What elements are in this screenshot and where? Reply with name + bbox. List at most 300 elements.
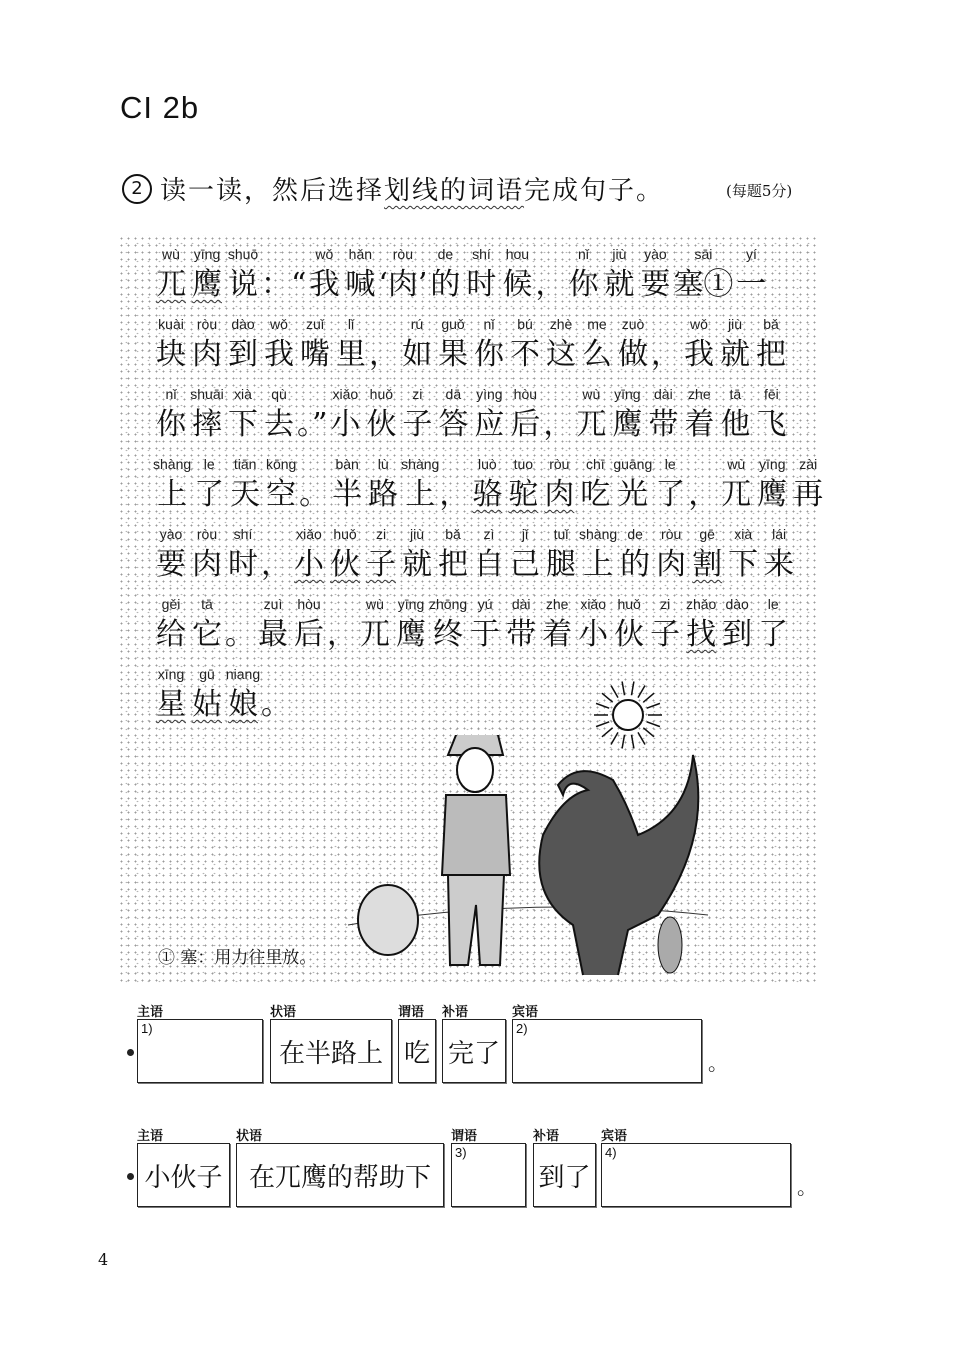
pinyin: tuo <box>513 456 534 472</box>
character <box>291 595 327 657</box>
character <box>637 245 673 307</box>
pinyin: gē <box>699 526 715 542</box>
pinyin <box>297 385 327 403</box>
hanzi: 星 <box>156 687 186 722</box>
character <box>790 455 826 517</box>
character <box>471 385 507 447</box>
underlined-character <box>291 525 327 587</box>
given-phrase-box: 吃 <box>398 1019 436 1083</box>
pinyin: tuǐ <box>553 526 569 542</box>
character <box>539 595 575 657</box>
passage-line <box>153 245 769 307</box>
character <box>225 245 261 307</box>
pinyin: nǐ <box>165 386 177 402</box>
character <box>613 455 652 517</box>
hanzi: 上 <box>583 547 614 582</box>
hanzi: 喊 <box>345 267 376 302</box>
hanzi: 后 <box>294 617 324 652</box>
character <box>306 245 342 307</box>
character <box>401 455 439 517</box>
character <box>647 595 683 657</box>
pinyin: yú <box>477 596 493 612</box>
hanzi: 嘴 <box>300 337 330 372</box>
hanzi: 终 <box>433 617 464 652</box>
hanzi: 如 <box>402 337 432 372</box>
character <box>153 525 189 587</box>
character <box>435 525 471 587</box>
instruction-text-end: 完成句子。 <box>524 176 665 206</box>
hanzi: ， <box>651 337 681 372</box>
hanzi: 腿 <box>546 547 576 582</box>
underlined-character <box>189 245 225 307</box>
pinyin: zhǎo <box>685 596 717 612</box>
answer-box[interactable] <box>512 1019 702 1083</box>
character <box>753 385 789 447</box>
character <box>543 385 573 447</box>
pinyin: xià <box>734 526 753 542</box>
hanzi: 空 <box>266 477 297 512</box>
hanzi: 里 <box>336 337 366 372</box>
character <box>327 385 363 447</box>
hanzi: 带 <box>506 617 537 652</box>
pinyin: bǎ <box>445 526 461 542</box>
hanzi: 小 <box>578 617 609 652</box>
hanzi: 自 <box>474 547 504 582</box>
hanzi: 这 <box>546 337 576 372</box>
character <box>435 315 471 377</box>
hanzi: 说 <box>228 267 258 302</box>
pinyin: xiǎo <box>580 596 606 612</box>
character <box>575 595 611 657</box>
pinyin: shàng <box>153 456 192 472</box>
pinyin: dài <box>654 386 673 402</box>
character <box>463 245 499 307</box>
character <box>393 595 429 657</box>
hanzi: 伙 <box>614 617 645 652</box>
character <box>652 455 688 517</box>
hanzi: 兀 <box>721 477 752 512</box>
pinyin: dào <box>725 596 749 612</box>
character <box>471 525 507 587</box>
pinyin: jiù <box>727 316 742 332</box>
character <box>399 525 435 587</box>
pinyin: zi <box>412 386 423 402</box>
pinyin <box>688 455 718 473</box>
character <box>753 315 789 377</box>
hanzi: 我 <box>684 337 714 372</box>
hanzi: ， <box>688 477 719 512</box>
character <box>507 385 543 447</box>
pinyin: zhe <box>545 596 569 612</box>
character <box>471 315 507 377</box>
pinyin: zuǐ <box>306 316 324 332</box>
character <box>427 245 463 307</box>
pinyin: le <box>203 456 215 472</box>
hanzi: 肉 <box>544 477 575 512</box>
hanzi: 就 <box>604 267 635 302</box>
bullet <box>127 1049 134 1056</box>
character <box>645 385 681 447</box>
character <box>333 315 369 377</box>
pinyin <box>543 385 573 403</box>
hanzi: 后 <box>510 407 541 442</box>
character <box>725 525 761 587</box>
hanzi: 兀 <box>576 407 607 442</box>
hanzi: 飞 <box>756 407 787 442</box>
hanzi: 子 <box>650 617 681 652</box>
hanzi: 来 <box>764 547 795 582</box>
character <box>543 315 579 377</box>
character <box>499 245 535 307</box>
hanzi: 时 <box>466 267 497 302</box>
pinyin: hòu <box>513 386 538 402</box>
character <box>651 315 681 377</box>
pinyin: gěi <box>161 596 181 612</box>
hanzi: 就 <box>720 337 750 372</box>
hanzi: 了 <box>655 477 686 512</box>
hanzi: 鹰 <box>396 617 426 652</box>
pinyin: yīng <box>614 386 641 402</box>
passage-line <box>153 525 797 587</box>
pinyin: wù <box>727 456 746 472</box>
pinyin: tiān <box>233 456 257 472</box>
pinyin: zuò <box>621 316 645 332</box>
grammar-label: 宾语 <box>512 1005 539 1020</box>
character <box>261 385 297 447</box>
pinyin: ròu <box>661 526 682 542</box>
character <box>579 525 617 587</box>
character <box>263 455 299 517</box>
hanzi: 把 <box>438 547 468 582</box>
pinyin: nǐ <box>577 246 589 262</box>
character <box>611 595 647 657</box>
pinyin <box>261 665 291 683</box>
pinyin: ròu <box>196 316 218 332</box>
character <box>653 525 689 587</box>
answer-number: 1) <box>141 1021 153 1036</box>
hanzi: 了 <box>758 617 789 652</box>
answer-box[interactable] <box>137 1019 263 1083</box>
pinyin: yí <box>745 246 757 262</box>
pinyin: le <box>767 596 779 612</box>
character <box>365 455 401 517</box>
underlined-character <box>327 525 363 587</box>
character <box>755 595 791 657</box>
character <box>688 455 718 517</box>
underlined-character <box>689 525 725 587</box>
pinyin: zhōng <box>429 596 468 612</box>
hanzi: 伙 <box>330 547 360 582</box>
character <box>299 455 329 517</box>
answer-number: 2) <box>516 1021 528 1036</box>
character <box>225 595 255 657</box>
hanzi: 一 <box>736 267 767 302</box>
hanzi: 着 <box>684 407 715 442</box>
pinyin: jiù <box>612 246 627 262</box>
pinyin: gū <box>199 666 215 682</box>
hanzi: 把 <box>756 337 786 372</box>
hanzi: 骆 <box>472 477 503 512</box>
hanzi: 小 <box>294 547 324 582</box>
pinyin: yīng <box>193 246 221 262</box>
hanzi: 着 <box>542 617 573 652</box>
given-phrase-box: 在兀鹰的帮助下 <box>236 1143 444 1207</box>
pinyin: xià <box>234 386 252 402</box>
character <box>573 385 609 447</box>
pinyin: le <box>664 456 676 472</box>
question-number: 2 <box>122 174 152 204</box>
pinyin: zi <box>660 596 671 612</box>
pinyin: shuō <box>227 246 259 262</box>
hanzi: 上 <box>157 477 188 512</box>
hanzi: 鹰 <box>757 477 788 512</box>
given-phrase-box: 到了 <box>533 1143 596 1207</box>
underlined-character <box>225 665 261 727</box>
pinyin <box>651 315 681 333</box>
answer-box[interactable] <box>601 1143 791 1207</box>
pinyin <box>327 595 357 613</box>
character <box>191 455 227 517</box>
given-phrase-box: 在半路上 <box>270 1019 392 1083</box>
pinyin: hòu <box>297 596 321 612</box>
pinyin: yīng <box>397 596 425 612</box>
character <box>681 385 717 447</box>
hanzi: 你 <box>156 407 186 442</box>
hanzi: 肉 <box>192 337 222 372</box>
character <box>399 385 435 447</box>
reading-passage <box>118 235 824 985</box>
answer-number: 4) <box>605 1145 617 1160</box>
character <box>718 455 754 517</box>
character <box>717 385 753 447</box>
hanzi: 肉 <box>192 547 222 582</box>
character <box>153 315 189 377</box>
pinyin: hǎn <box>348 246 373 262</box>
hanzi: 果 <box>438 337 468 372</box>
character <box>153 385 189 447</box>
hanzi: ， <box>439 477 470 512</box>
pinyin: nǐ <box>483 316 495 332</box>
character <box>153 455 191 517</box>
hanzi: 己 <box>510 547 540 582</box>
hanzi: 于 <box>470 617 501 652</box>
hanzi: 小 <box>330 407 361 442</box>
pinyin: rú <box>410 316 424 332</box>
character <box>369 315 399 377</box>
hanzi: 天 <box>230 477 261 512</box>
grammar-label: 谓语 <box>398 1005 425 1020</box>
answer-box[interactable] <box>451 1143 526 1207</box>
pinyin: ròu <box>196 526 218 542</box>
score-note: (每题5分) <box>726 182 793 200</box>
pinyin <box>225 595 255 613</box>
hanzi: 鹰 <box>612 407 643 442</box>
hanzi: 鹰 <box>192 267 222 302</box>
pinyin <box>299 455 329 473</box>
hanzi: 。 <box>299 477 330 512</box>
character <box>225 315 261 377</box>
pinyin: lǐ <box>347 316 355 332</box>
pinyin: xīng <box>157 666 185 682</box>
character <box>601 245 637 307</box>
hanzi: 再 <box>793 477 824 512</box>
pinyin: bú <box>517 316 533 332</box>
pinyin <box>535 245 565 263</box>
hanzi: ， <box>543 407 574 442</box>
pinyin: hou <box>505 246 530 262</box>
hanzi: ， <box>327 617 357 652</box>
hanzi: 应 <box>474 407 505 442</box>
pinyin: lái <box>772 526 787 542</box>
character <box>609 385 645 447</box>
hanzi: 就 <box>402 547 432 582</box>
character <box>225 385 261 447</box>
pinyin: me <box>587 316 607 332</box>
grammar-label: 补语 <box>442 1005 469 1020</box>
hanzi: 吃 <box>580 477 611 512</box>
hanzi: 你 <box>474 337 504 372</box>
character <box>342 245 378 307</box>
pinyin: zhè <box>549 316 573 332</box>
pinyin: shí <box>472 246 491 262</box>
pinyin: chī <box>585 456 605 472</box>
answer-number: 3) <box>455 1145 467 1160</box>
pinyin: tā <box>201 596 213 612</box>
hanzi: 要 <box>640 267 671 302</box>
underlined-character <box>189 665 225 727</box>
page-number: 4 <box>98 1250 109 1269</box>
character <box>357 595 393 657</box>
character <box>261 665 291 727</box>
hanzi: 我 <box>309 267 340 302</box>
pinyin <box>369 315 399 333</box>
pinyin: de <box>437 246 454 262</box>
character <box>189 595 225 657</box>
character <box>225 525 261 587</box>
hanzi: 做 <box>618 337 648 372</box>
hanzi: ， <box>261 547 291 582</box>
hanzi: 娘 <box>228 687 258 722</box>
pinyin <box>261 245 306 263</box>
hanzi: 半 <box>332 477 363 512</box>
grammar-label: 主语 <box>137 1005 164 1020</box>
hanzi: 你 <box>568 267 599 302</box>
pinyin: guǒ <box>441 316 465 332</box>
pinyin: shuāi <box>190 386 224 402</box>
pinyin: qù <box>271 386 287 402</box>
character <box>435 385 471 447</box>
character <box>673 245 733 307</box>
character <box>577 455 613 517</box>
hanzi: 到 <box>228 337 258 372</box>
pinyin: wǒ <box>270 316 288 332</box>
pinyin: dài <box>511 596 531 612</box>
hanzi: 候 <box>502 267 533 302</box>
hanzi: 带 <box>648 407 679 442</box>
grammar-label: 谓语 <box>451 1129 478 1144</box>
pinyin: yào <box>159 526 183 542</box>
passage-line <box>153 385 789 447</box>
pinyin: ròu <box>392 246 413 262</box>
pinyin: yīng <box>759 456 786 472</box>
underlined-character <box>153 665 189 727</box>
grammar-label: 宾语 <box>601 1129 628 1144</box>
character <box>261 525 291 587</box>
hanzi: 答 <box>438 407 469 442</box>
character <box>719 595 755 657</box>
pinyin: shí <box>233 526 253 542</box>
hanzi: ：“ <box>261 267 307 302</box>
character <box>507 525 543 587</box>
character <box>189 315 225 377</box>
hanzi: 。 <box>261 687 291 722</box>
character <box>189 385 225 447</box>
pinyin: huǒ <box>333 526 357 542</box>
pinyin: shàng <box>401 456 440 472</box>
character <box>255 595 291 657</box>
pinyin: de <box>627 526 643 542</box>
pinyin: xiǎo <box>332 386 359 402</box>
pinyin: lù <box>377 456 389 472</box>
boy-and-vulture-illustration <box>328 735 728 985</box>
passage-line <box>153 455 826 517</box>
instruction-underlined: 划线的词语 <box>384 176 525 206</box>
pinyin: dā <box>445 386 462 402</box>
sentence-period: 。 <box>797 1175 817 1199</box>
pinyin: wǒ <box>690 316 708 332</box>
pinyin: huǒ <box>617 596 641 612</box>
underlined-character <box>469 455 505 517</box>
pinyin: wù <box>162 246 180 262</box>
hanzi: 姑 <box>192 687 222 722</box>
hanzi: 。 <box>225 617 255 652</box>
hanzi: 塞① <box>673 267 734 302</box>
hanzi: 兀 <box>156 267 186 302</box>
hanzi: 它 <box>192 617 222 652</box>
given-phrase-box: 完了 <box>442 1019 506 1083</box>
pinyin: jiù <box>409 526 424 542</box>
sentence-period: 。 <box>708 1051 728 1075</box>
hanzi: ， <box>535 267 566 302</box>
hanzi: 到 <box>722 617 753 652</box>
grammar-label: 补语 <box>533 1129 560 1144</box>
character <box>227 455 263 517</box>
character <box>399 315 435 377</box>
character <box>189 525 225 587</box>
hanzi: 肉 <box>656 547 687 582</box>
character <box>261 315 297 377</box>
character <box>565 245 601 307</box>
pinyin: wù <box>366 596 384 612</box>
pinyin: xiǎo <box>296 526 322 542</box>
hanzi: 找 <box>686 617 717 652</box>
pinyin: zì <box>483 526 495 542</box>
hanzi: 块 <box>156 337 186 372</box>
hanzi: 的 <box>620 547 651 582</box>
pinyin: zuì <box>263 596 283 612</box>
pinyin: wù <box>582 386 601 402</box>
hanzi: 伙 <box>366 407 397 442</box>
hanzi: 下 <box>728 547 759 582</box>
hanzi: 最 <box>258 617 288 652</box>
underlined-character <box>541 455 577 517</box>
hanzi: 么 <box>582 337 612 372</box>
hanzi: 时 <box>228 547 258 582</box>
hanzi: 摔 <box>192 407 222 442</box>
pinyin: wǒ <box>315 246 334 262</box>
character <box>329 455 365 517</box>
instruction-text: 读一读，然后选择 <box>160 176 385 206</box>
